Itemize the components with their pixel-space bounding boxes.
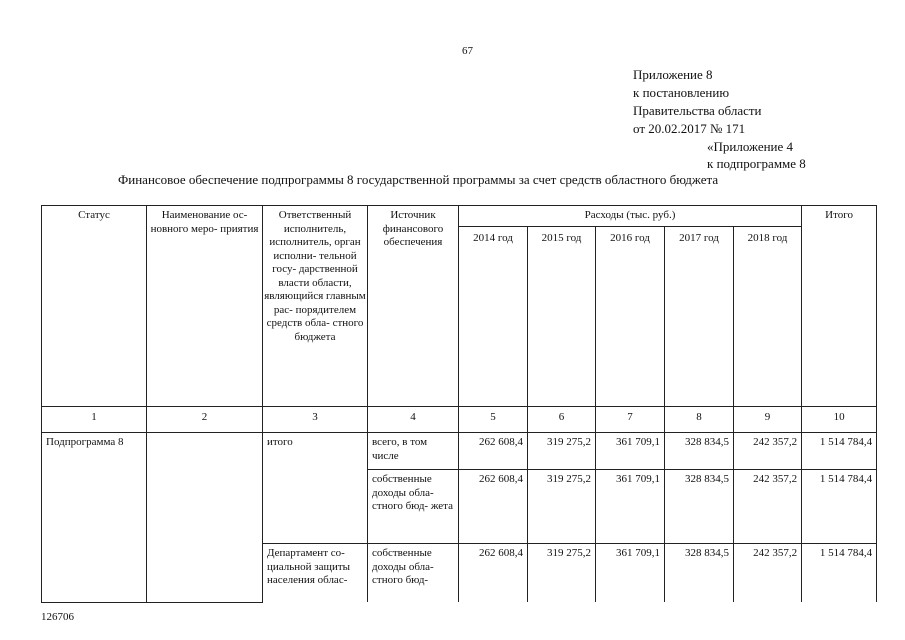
sub-appendix-block <box>707 138 806 172</box>
value-2018: 242 357,2 <box>734 433 802 470</box>
header-funding-source: Источник финансового обеспечения <box>368 206 459 407</box>
header-year-2018: 2018 год <box>734 227 802 407</box>
value-2017: 328 834,5 <box>665 544 734 603</box>
header-year-2016: 2016 год <box>596 227 665 407</box>
column-number: 3 <box>263 407 368 433</box>
row-source: собственные доходы обла- стного бюд- жета <box>368 470 459 544</box>
header-activity-name: Наименование ос- новного меро- приятия <box>147 206 263 407</box>
header-expenses: Расходы (тыс. руб.) <box>459 206 802 227</box>
column-number-row <box>42 407 877 433</box>
value-2016: 361 709,1 <box>596 544 665 603</box>
row-status: Подпрограмма 8 <box>42 433 147 603</box>
column-number: 10 <box>802 407 877 433</box>
appendix-line-1: Приложение 8 <box>633 67 713 82</box>
row-source: всего, в том числе <box>368 433 459 470</box>
value-2016: 361 709,1 <box>596 433 665 470</box>
sub-appendix-line-2: к подпрограмме 8 <box>707 156 806 171</box>
value-total: 1 514 784,4 <box>802 433 877 470</box>
value-2015: 319 275,2 <box>528 433 596 470</box>
column-number: 2 <box>147 407 263 433</box>
row-source: собственные доходы обла- стного бюд- <box>368 544 459 603</box>
column-number: 4 <box>368 407 459 433</box>
value-2014: 262 608,4 <box>459 433 528 470</box>
column-number: 9 <box>734 407 802 433</box>
header-total: Итого <box>802 206 877 407</box>
header-responsible: Ответственный исполнитель, исполнитель, орган исполни- тельной госу- дарственной власти области, являющийся главным рас- порядителем средств обла- стного бюджета <box>263 206 368 407</box>
value-2017: 328 834,5 <box>665 433 734 470</box>
header-year-2017: 2017 год <box>665 227 734 407</box>
financing-table <box>41 205 877 603</box>
page-number: 67 <box>462 45 473 57</box>
column-number: 1 <box>42 407 147 433</box>
column-number: 6 <box>528 407 596 433</box>
value-2014: 262 608,4 <box>459 470 528 544</box>
value-2016: 361 709,1 <box>596 470 665 544</box>
column-number: 5 <box>459 407 528 433</box>
column-number: 8 <box>665 407 734 433</box>
value-2015: 319 275,2 <box>528 544 596 603</box>
sub-appendix-line-1: «Приложение 4 <box>707 139 794 154</box>
row-responsible: Департамент со- циальной защиты населения облас- <box>263 544 368 603</box>
value-2018: 242 357,2 <box>734 544 802 603</box>
appendix-line-3: Правительства области <box>633 103 762 118</box>
appendix-block <box>633 66 762 138</box>
row-activity-name <box>147 433 263 603</box>
header-status: Статус <box>42 206 147 407</box>
header-year-2014: 2014 год <box>459 227 528 407</box>
value-2018: 242 357,2 <box>734 470 802 544</box>
value-2014: 262 608,4 <box>459 544 528 603</box>
column-number: 7 <box>596 407 665 433</box>
value-2015: 319 275,2 <box>528 470 596 544</box>
footer-code: 126706 <box>41 611 74 623</box>
value-total: 1 514 784,4 <box>802 544 877 603</box>
appendix-line-4: от 20.02.2017 № 171 <box>633 121 746 136</box>
row-responsible: итого <box>263 433 368 544</box>
header-year-2015: 2015 год <box>528 227 596 407</box>
document-title: Финансовое обеспечение подпрограммы 8 государственной программы за счет средств областного бюджета <box>118 172 719 187</box>
table-row <box>42 433 877 470</box>
value-total: 1 514 784,4 <box>802 470 877 544</box>
value-2017: 328 834,5 <box>665 470 734 544</box>
appendix-line-2: к постановлению <box>633 85 730 100</box>
